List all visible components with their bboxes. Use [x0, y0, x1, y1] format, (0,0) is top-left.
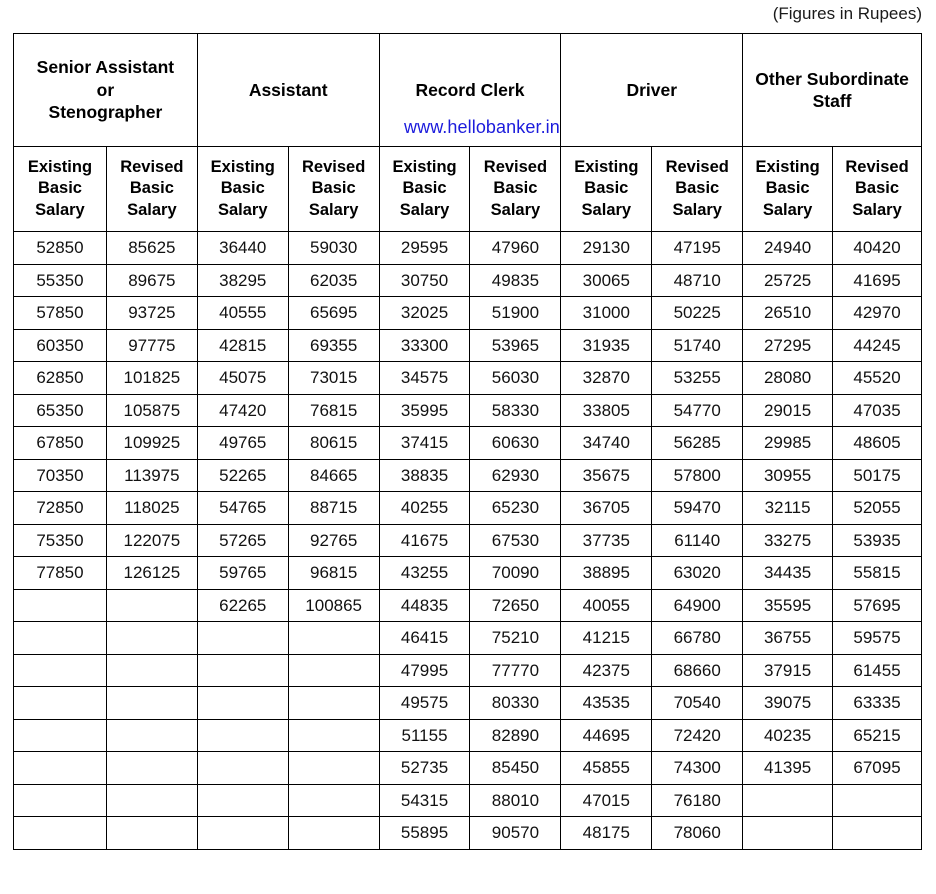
table-cell: 32025 — [379, 297, 470, 330]
table-cell: 32115 — [743, 492, 833, 525]
table-cell: 46415 — [379, 622, 470, 655]
table-cell: 65695 — [288, 297, 379, 330]
table-row — [14, 589, 922, 622]
column-header-revised-basic-salary-record-clerk — [470, 147, 561, 232]
table-cell: 29015 — [743, 394, 833, 427]
column-header-line: Existing — [210, 157, 275, 176]
table-cell: 75210 — [470, 622, 561, 655]
column-header-revised-basic-salary-other-subordinate-staff — [833, 147, 922, 232]
table-cell: 63335 — [833, 687, 922, 720]
column-header-line: Salary — [35, 200, 85, 219]
table-row — [14, 232, 922, 265]
table-cell: 38895 — [561, 557, 652, 590]
table-cell: 76815 — [288, 394, 379, 427]
column-header-line: Existing — [392, 157, 457, 176]
table-cell: 101825 — [106, 362, 197, 395]
column-header-line: Revised — [483, 157, 548, 176]
column-header-existing-basic-salary-record-clerk — [379, 147, 470, 232]
group-header-line: Senior Assistant — [36, 57, 175, 78]
table-cell: 37415 — [379, 427, 470, 460]
table-cell: 44695 — [561, 719, 652, 752]
salary-table-container — [13, 33, 922, 850]
table-cell: 49765 — [197, 427, 288, 460]
table-cell: 44835 — [379, 589, 470, 622]
column-header-line: Revised — [302, 157, 366, 176]
table-cell: 59575 — [833, 622, 922, 655]
table-cell: 36440 — [197, 232, 288, 265]
table-cell: 41675 — [379, 524, 470, 557]
table-cell: 59470 — [652, 492, 743, 525]
table-cell: 30955 — [743, 459, 833, 492]
table-cell: 109925 — [106, 427, 197, 460]
table-cell — [197, 817, 288, 850]
table-cell: 40555 — [197, 297, 288, 330]
table-cell: 40055 — [561, 589, 652, 622]
table-cell: 70350 — [14, 459, 107, 492]
table-cell: 47960 — [470, 232, 561, 265]
table-cell — [288, 654, 379, 687]
table-cell: 33300 — [379, 329, 470, 362]
table-cell — [106, 817, 197, 850]
table-cell: 85625 — [106, 232, 197, 265]
column-header-line: Basic — [855, 179, 900, 198]
table-cell: 31000 — [561, 297, 652, 330]
table-cell — [288, 622, 379, 655]
table-cell — [743, 817, 833, 850]
table-cell: 67850 — [14, 427, 107, 460]
table-cell: 30750 — [379, 264, 470, 297]
column-header-revised-basic-salary-assistant — [288, 147, 379, 232]
table-cell: 40235 — [743, 719, 833, 752]
sub-header-row — [14, 147, 922, 232]
column-header-line: Basic — [311, 179, 356, 198]
table-cell — [106, 622, 197, 655]
table-cell: 55895 — [379, 817, 470, 850]
table-cell: 57695 — [833, 589, 922, 622]
table-cell: 41395 — [743, 752, 833, 785]
salary-table-body — [14, 232, 922, 850]
table-cell: 92765 — [288, 524, 379, 557]
table-cell: 44245 — [833, 329, 922, 362]
table-cell: 58330 — [470, 394, 561, 427]
table-cell: 54315 — [379, 784, 470, 817]
table-cell: 29985 — [743, 427, 833, 460]
table-row — [14, 492, 922, 525]
table-cell: 42375 — [561, 654, 652, 687]
group-header-line: Other Subordinate — [755, 68, 909, 89]
table-cell: 42815 — [197, 329, 288, 362]
table-cell: 80330 — [470, 687, 561, 720]
table-cell: 47195 — [652, 232, 743, 265]
table-cell: 77850 — [14, 557, 107, 590]
table-cell: 34740 — [561, 427, 652, 460]
table-cell: 35595 — [743, 589, 833, 622]
table-row — [14, 719, 922, 752]
table-cell: 126125 — [106, 557, 197, 590]
table-cell: 45075 — [197, 362, 288, 395]
table-cell: 53935 — [833, 524, 922, 557]
table-cell: 43255 — [379, 557, 470, 590]
table-cell: 50175 — [833, 459, 922, 492]
table-cell: 61455 — [833, 654, 922, 687]
table-cell: 33805 — [561, 394, 652, 427]
table-cell: 122075 — [106, 524, 197, 557]
table-cell: 47420 — [197, 394, 288, 427]
table-cell: 96815 — [288, 557, 379, 590]
column-header-existing-basic-salary-other-subordinate-staff — [743, 147, 833, 232]
column-header-line: Basic — [493, 179, 538, 198]
table-cell: 118025 — [106, 492, 197, 525]
column-header-line: Existing — [574, 157, 639, 176]
table-cell: 40255 — [379, 492, 470, 525]
table-cell: 24940 — [743, 232, 833, 265]
table-cell: 67095 — [833, 752, 922, 785]
table-cell: 25725 — [743, 264, 833, 297]
table-cell: 26510 — [743, 297, 833, 330]
table-row — [14, 427, 922, 460]
column-header-line: Salary — [852, 200, 902, 219]
column-header-line: Salary — [127, 200, 177, 219]
column-header-line: Basic — [37, 179, 82, 198]
table-row — [14, 687, 922, 720]
table-row — [14, 524, 922, 557]
table-row — [14, 784, 922, 817]
table-cell: 97775 — [106, 329, 197, 362]
table-cell: 89675 — [106, 264, 197, 297]
table-cell: 51155 — [379, 719, 470, 752]
table-cell: 30065 — [561, 264, 652, 297]
table-cell — [197, 719, 288, 752]
table-row — [14, 264, 922, 297]
table-cell — [14, 622, 107, 655]
column-header-existing-basic-salary-assistant — [197, 147, 288, 232]
table-cell: 34435 — [743, 557, 833, 590]
table-cell: 74300 — [652, 752, 743, 785]
table-cell: 93725 — [106, 297, 197, 330]
column-header-line: Basic — [675, 179, 720, 198]
table-cell: 70540 — [652, 687, 743, 720]
group-header-row — [14, 34, 922, 147]
table-cell: 113975 — [106, 459, 197, 492]
table-cell — [288, 719, 379, 752]
table-cell: 49835 — [470, 264, 561, 297]
table-cell: 43535 — [561, 687, 652, 720]
group-header-senior-assistant-or-stenographer — [14, 34, 198, 147]
table-cell: 65215 — [833, 719, 922, 752]
table-cell: 69355 — [288, 329, 379, 362]
table-cell — [106, 687, 197, 720]
table-cell: 52850 — [14, 232, 107, 265]
table-cell — [288, 752, 379, 785]
table-cell: 64900 — [652, 589, 743, 622]
table-cell — [14, 589, 107, 622]
table-cell: 63020 — [652, 557, 743, 590]
group-header-driver — [561, 34, 743, 147]
table-cell: 53255 — [652, 362, 743, 395]
table-cell: 76180 — [652, 784, 743, 817]
table-cell: 59765 — [197, 557, 288, 590]
table-row — [14, 297, 922, 330]
column-header-revised-basic-salary-senior-assistant — [106, 147, 197, 232]
table-cell: 36705 — [561, 492, 652, 525]
column-header-line: Salary — [581, 200, 632, 219]
table-cell — [106, 784, 197, 817]
table-cell: 73015 — [288, 362, 379, 395]
table-cell: 65350 — [14, 394, 107, 427]
column-header-line: Revised — [120, 157, 184, 176]
table-cell — [833, 817, 922, 850]
column-header-line: Salary — [217, 200, 268, 219]
table-cell: 36755 — [743, 622, 833, 655]
column-header-line: Salary — [308, 200, 359, 219]
group-header-line: or — [96, 79, 115, 100]
table-cell: 42970 — [833, 297, 922, 330]
table-cell: 51740 — [652, 329, 743, 362]
table-cell: 66780 — [652, 622, 743, 655]
table-cell: 41695 — [833, 264, 922, 297]
table-cell: 72850 — [14, 492, 107, 525]
table-row — [14, 654, 922, 687]
table-row — [14, 362, 922, 395]
table-cell — [197, 752, 288, 785]
column-header-line: Existing — [27, 157, 93, 176]
table-cell: 60630 — [470, 427, 561, 460]
column-header-line: Basic — [129, 179, 174, 198]
table-cell: 62850 — [14, 362, 107, 395]
table-cell: 47035 — [833, 394, 922, 427]
figures-in-rupees-note: (Figures in Rupees) — [772, 4, 922, 23]
table-cell: 80615 — [288, 427, 379, 460]
table-cell — [106, 654, 197, 687]
table-cell: 29130 — [561, 232, 652, 265]
table-cell: 53965 — [470, 329, 561, 362]
salary-table-head — [14, 34, 922, 232]
table-cell: 45855 — [561, 752, 652, 785]
column-header-line: Basic — [220, 179, 265, 198]
table-cell: 82890 — [470, 719, 561, 752]
table-row — [14, 459, 922, 492]
table-cell: 85450 — [470, 752, 561, 785]
table-cell — [106, 719, 197, 752]
table-cell: 48175 — [561, 817, 652, 850]
table-cell: 54770 — [652, 394, 743, 427]
table-cell: 52735 — [379, 752, 470, 785]
table-cell: 54765 — [197, 492, 288, 525]
table-row — [14, 817, 922, 850]
table-cell: 88715 — [288, 492, 379, 525]
table-cell: 47015 — [561, 784, 652, 817]
table-cell: 39075 — [743, 687, 833, 720]
table-cell: 28080 — [743, 362, 833, 395]
table-cell — [106, 589, 197, 622]
table-cell — [14, 654, 107, 687]
table-cell: 72650 — [470, 589, 561, 622]
column-header-revised-basic-salary-driver — [652, 147, 743, 232]
table-cell: 52265 — [197, 459, 288, 492]
table-cell: 100865 — [288, 589, 379, 622]
group-header-other-subordinate-staff — [743, 34, 922, 147]
table-cell: 51900 — [470, 297, 561, 330]
table-cell — [14, 784, 107, 817]
table-cell: 37915 — [743, 654, 833, 687]
table-cell: 62930 — [470, 459, 561, 492]
table-cell — [14, 719, 107, 752]
column-header-line: Salary — [490, 200, 541, 219]
column-header-line: Basic — [584, 179, 629, 198]
table-cell: 45520 — [833, 362, 922, 395]
table-cell — [833, 784, 922, 817]
table-cell: 55815 — [833, 557, 922, 590]
table-cell: 77770 — [470, 654, 561, 687]
table-cell: 75350 — [14, 524, 107, 557]
table-cell: 29595 — [379, 232, 470, 265]
table-row — [14, 557, 922, 590]
column-header-line: Salary — [672, 200, 722, 219]
table-cell: 62265 — [197, 589, 288, 622]
column-header-line: Salary — [399, 200, 450, 219]
table-cell: 37735 — [561, 524, 652, 557]
table-cell: 41215 — [561, 622, 652, 655]
table-cell: 59030 — [288, 232, 379, 265]
table-cell: 40420 — [833, 232, 922, 265]
table-cell — [288, 817, 379, 850]
table-cell: 34575 — [379, 362, 470, 395]
table-row — [14, 394, 922, 427]
table-cell: 56030 — [470, 362, 561, 395]
column-header-existing-basic-salary-driver — [561, 147, 652, 232]
table-cell: 105875 — [106, 394, 197, 427]
group-header-line: Driver — [626, 79, 678, 100]
group-header-line: Staff — [812, 91, 852, 111]
table-cell: 33275 — [743, 524, 833, 557]
table-cell — [288, 687, 379, 720]
table-cell: 49575 — [379, 687, 470, 720]
table-cell: 27295 — [743, 329, 833, 362]
column-header-existing-basic-salary-senior-assistant — [14, 147, 107, 232]
table-row — [14, 329, 922, 362]
group-header-assistant — [197, 34, 379, 147]
table-cell: 84665 — [288, 459, 379, 492]
table-cell: 68660 — [652, 654, 743, 687]
table-cell: 55350 — [14, 264, 107, 297]
table-cell: 47995 — [379, 654, 470, 687]
salary-table — [13, 33, 922, 850]
table-cell: 72420 — [652, 719, 743, 752]
column-header-line: Basic — [765, 179, 810, 198]
table-cell: 62035 — [288, 264, 379, 297]
table-cell: 70090 — [470, 557, 561, 590]
table-cell: 35675 — [561, 459, 652, 492]
column-header-line: Basic — [402, 179, 447, 198]
column-header-line: Revised — [665, 157, 729, 176]
site-watermark: www.hellobanker.in — [404, 117, 560, 137]
table-cell: 32870 — [561, 362, 652, 395]
table-cell — [197, 622, 288, 655]
table-cell: 61140 — [652, 524, 743, 557]
group-header-line: Record Clerk — [415, 79, 525, 100]
table-cell — [106, 752, 197, 785]
table-row — [14, 752, 922, 785]
table-cell — [197, 687, 288, 720]
table-cell: 65230 — [470, 492, 561, 525]
table-cell — [288, 784, 379, 817]
table-cell: 52055 — [833, 492, 922, 525]
column-header-line: Salary — [762, 200, 813, 219]
table-cell: 57800 — [652, 459, 743, 492]
table-cell: 90570 — [470, 817, 561, 850]
table-cell — [743, 784, 833, 817]
table-cell — [14, 687, 107, 720]
table-cell: 48710 — [652, 264, 743, 297]
table-cell: 35995 — [379, 394, 470, 427]
table-cell — [14, 752, 107, 785]
table-cell: 78060 — [652, 817, 743, 850]
table-cell: 56285 — [652, 427, 743, 460]
table-cell: 31935 — [561, 329, 652, 362]
table-cell: 67530 — [470, 524, 561, 557]
table-cell: 48605 — [833, 427, 922, 460]
table-cell — [197, 784, 288, 817]
table-cell: 57850 — [14, 297, 107, 330]
table-cell: 88010 — [470, 784, 561, 817]
column-header-line: Revised — [845, 157, 909, 176]
table-cell: 50225 — [652, 297, 743, 330]
group-header-line: Assistant — [248, 79, 328, 100]
table-cell: 57265 — [197, 524, 288, 557]
group-header-record-clerk — [379, 34, 561, 147]
table-cell — [197, 654, 288, 687]
table-cell — [14, 817, 107, 850]
table-cell: 38295 — [197, 264, 288, 297]
table-cell: 38835 — [379, 459, 470, 492]
table-row — [14, 622, 922, 655]
table-cell: 60350 — [14, 329, 107, 362]
group-header-line: Stenographer — [48, 102, 163, 123]
column-header-line: Existing — [755, 157, 820, 176]
